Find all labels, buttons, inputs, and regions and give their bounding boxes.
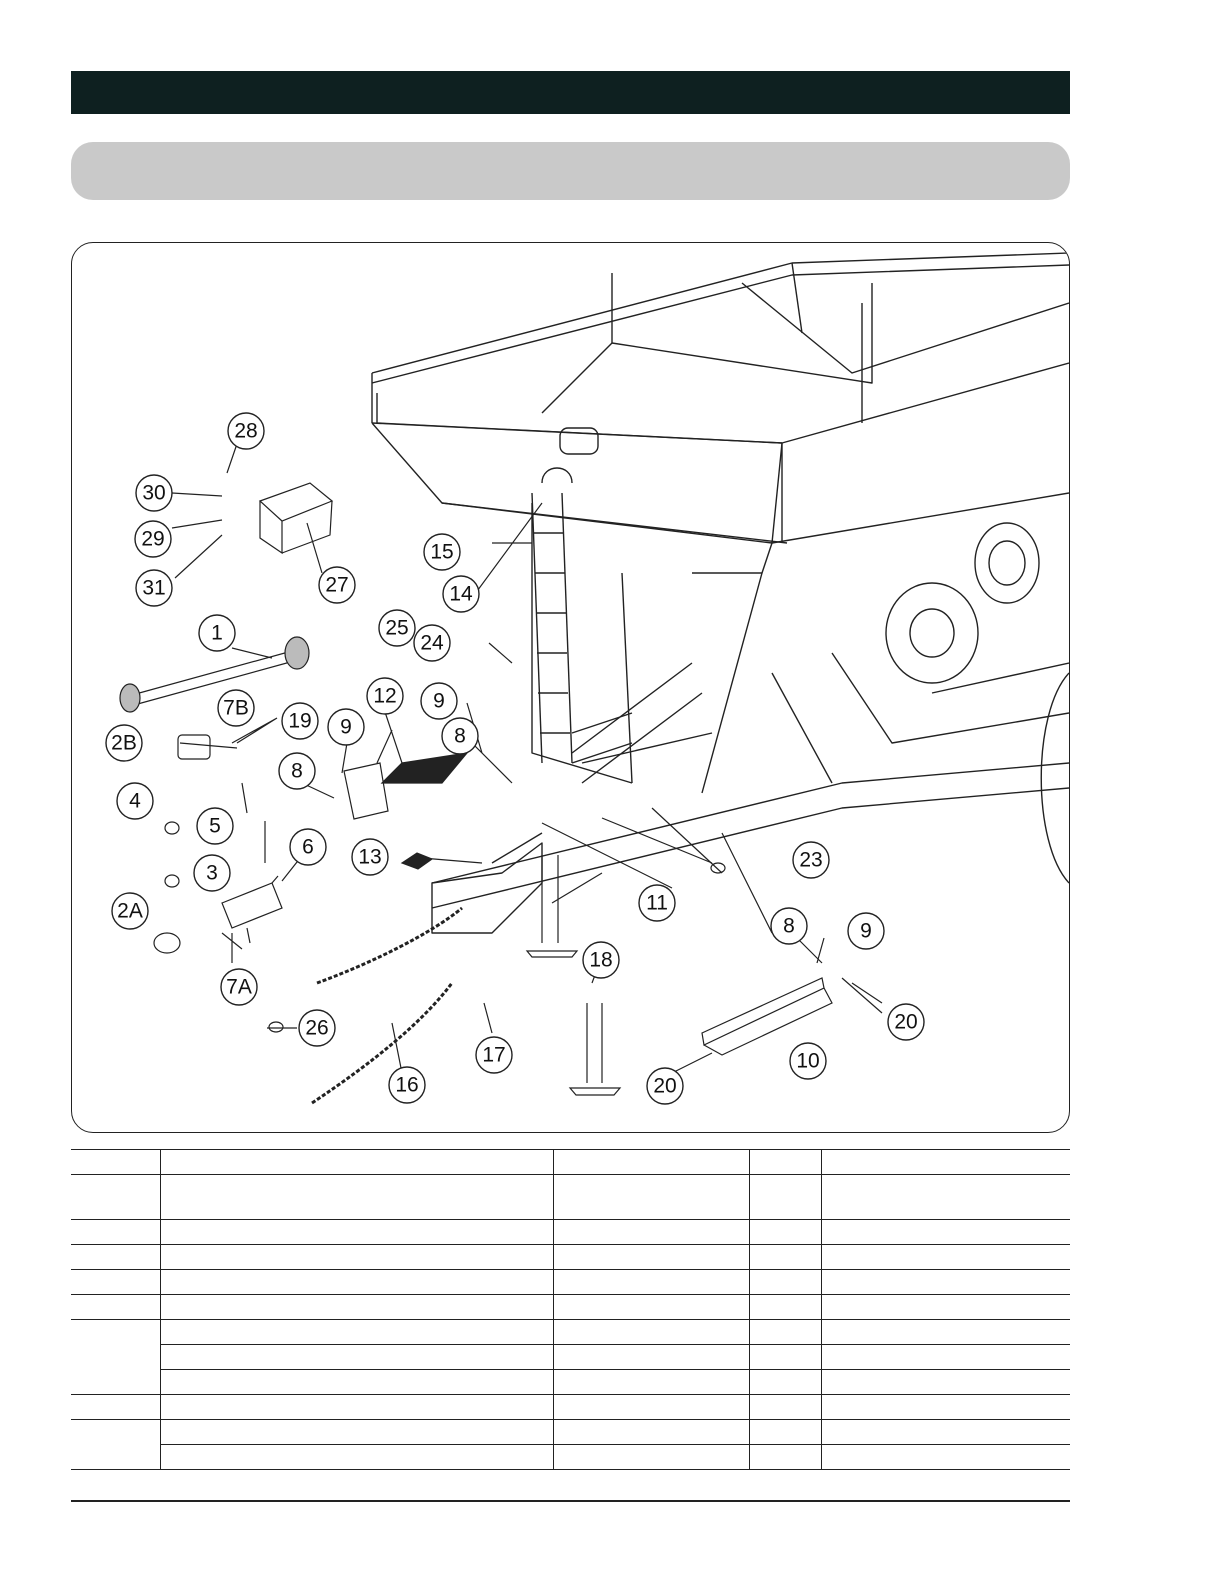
callout [352, 839, 388, 875]
callout [279, 753, 315, 789]
table-cell [553, 1295, 749, 1320]
table-cell [71, 1320, 160, 1395]
table-cell [821, 1175, 1070, 1220]
table-row [71, 1320, 1070, 1345]
table-cell [821, 1445, 1070, 1470]
table-cell [553, 1420, 749, 1445]
table-cell [71, 1270, 160, 1295]
callout [888, 1004, 924, 1040]
table-header-row [71, 1150, 1070, 1175]
callout [299, 1010, 335, 1046]
table-cell [821, 1320, 1070, 1345]
table-cell [821, 1295, 1070, 1320]
callout-label: 2A [117, 899, 143, 923]
table-row [71, 1270, 1070, 1295]
callout [424, 534, 460, 570]
table-cell [71, 1420, 160, 1470]
table-cell [749, 1395, 821, 1420]
table-cell [749, 1420, 821, 1445]
parts-diagram [71, 242, 1070, 1133]
callout [583, 942, 619, 978]
callout-label: 20 [894, 1010, 918, 1034]
callout [421, 683, 457, 719]
callout [221, 969, 257, 1005]
callout-label: 4 [129, 789, 141, 813]
exploded-view-drawing [72, 243, 1069, 1132]
table-header-cell [71, 1150, 160, 1175]
callout [389, 1067, 425, 1103]
table-row [71, 1245, 1070, 1270]
table-cell [821, 1420, 1070, 1445]
table-cell [553, 1320, 749, 1345]
callout [443, 576, 479, 612]
table-cell [160, 1175, 553, 1220]
table-cell [160, 1445, 553, 1470]
table-row [71, 1445, 1070, 1470]
table-cell [71, 1395, 160, 1420]
table-cell [553, 1445, 749, 1470]
callout-label: 28 [234, 419, 258, 443]
parts-list-table [71, 1149, 1070, 1470]
callout-label: 5 [209, 814, 221, 838]
table-cell [821, 1345, 1070, 1370]
callout-label: 7B [223, 696, 249, 720]
callout-label: 18 [589, 948, 613, 972]
callout [197, 808, 233, 844]
table-cell [749, 1370, 821, 1395]
callout-label: 26 [305, 1016, 329, 1040]
callout [136, 475, 172, 511]
table-cell [160, 1270, 553, 1295]
callout-label: 19 [288, 709, 312, 733]
callout [790, 1043, 826, 1079]
callout-label: 30 [142, 481, 166, 505]
callout-label: 8 [783, 914, 795, 938]
table-header-cell [749, 1150, 821, 1175]
callout [218, 690, 254, 726]
table-cell [71, 1245, 160, 1270]
table-row [71, 1345, 1070, 1370]
table-cell [160, 1420, 553, 1445]
callout [319, 567, 355, 603]
table-row [71, 1220, 1070, 1245]
table-cell [71, 1175, 160, 1220]
callout-label: 27 [325, 573, 349, 597]
callout [442, 718, 478, 754]
table-row [71, 1295, 1070, 1320]
callout-label: 9 [860, 919, 872, 943]
callout-label: 25 [385, 616, 409, 640]
callout-label: 6 [302, 835, 314, 859]
table-cell [749, 1270, 821, 1295]
callout-label: 12 [373, 684, 397, 708]
table-cell [749, 1245, 821, 1270]
table-cell [160, 1370, 553, 1395]
table-cell [553, 1370, 749, 1395]
table-cell [160, 1345, 553, 1370]
table-cell [553, 1245, 749, 1270]
callout [379, 610, 415, 646]
callout [135, 521, 171, 557]
callout [367, 678, 403, 714]
table-row [71, 1420, 1070, 1445]
table-cell [553, 1220, 749, 1245]
footer-rule [71, 1500, 1070, 1502]
callout [290, 829, 326, 865]
callout [328, 709, 364, 745]
callout-label: 10 [796, 1049, 820, 1073]
callout-label: 20 [653, 1074, 677, 1098]
callout [639, 885, 675, 921]
table-cell [749, 1175, 821, 1220]
callout [117, 783, 153, 819]
table-cell [749, 1320, 821, 1345]
table-cell [821, 1395, 1070, 1420]
callout [647, 1068, 683, 1104]
callout [282, 703, 318, 739]
callout-label: 24 [420, 631, 444, 655]
table-cell [553, 1395, 749, 1420]
callout-label: 8 [291, 759, 303, 783]
table-cell [821, 1370, 1070, 1395]
callout-label: 1 [211, 621, 223, 645]
callout [414, 625, 450, 661]
callout [771, 908, 807, 944]
table-cell [71, 1295, 160, 1320]
table-cell [71, 1220, 160, 1245]
table-cell [821, 1220, 1070, 1245]
callout-label: 29 [141, 527, 165, 551]
table-cell [749, 1295, 821, 1320]
callout-label: 17 [482, 1043, 506, 1067]
callout [106, 725, 142, 761]
callout-label: 2B [111, 731, 137, 755]
callout [194, 855, 230, 891]
callout-label: 15 [430, 540, 454, 564]
callout-label: 14 [449, 582, 473, 606]
table-cell [160, 1320, 553, 1345]
header-bar [71, 71, 1070, 114]
section-title-bar [71, 142, 1070, 200]
table-cell [553, 1175, 749, 1220]
callout-label: 11 [646, 891, 668, 915]
callout-label: 3 [206, 861, 218, 885]
callout [136, 570, 172, 606]
table-cell [160, 1295, 553, 1320]
callout [228, 413, 264, 449]
callout [112, 893, 148, 929]
callout-label: 13 [358, 845, 382, 869]
table-cell [821, 1270, 1070, 1295]
callout-label: 7A [226, 975, 252, 999]
callout-label: 16 [395, 1073, 419, 1097]
table-row [71, 1395, 1070, 1420]
table-row [71, 1370, 1070, 1395]
table-header-cell [821, 1150, 1070, 1175]
table-cell [160, 1395, 553, 1420]
callout [199, 615, 235, 651]
table-header-cell [553, 1150, 749, 1175]
callout [476, 1037, 512, 1073]
callouts [106, 413, 924, 1104]
callout-label: 9 [340, 715, 352, 739]
table-header-cell [160, 1150, 553, 1175]
callout [793, 842, 829, 878]
table-cell [749, 1345, 821, 1370]
table-cell [553, 1270, 749, 1295]
table-cell [821, 1245, 1070, 1270]
table-cell [160, 1245, 553, 1270]
callout-label: 8 [454, 724, 466, 748]
table-row [71, 1175, 1070, 1220]
callout-label: 9 [433, 689, 445, 713]
table-cell [553, 1345, 749, 1370]
callout-label: 31 [142, 576, 166, 600]
table-cell [749, 1445, 821, 1470]
table-cell [160, 1220, 553, 1245]
callout [848, 913, 884, 949]
callout-label: 23 [799, 848, 823, 872]
table-cell [749, 1220, 821, 1245]
